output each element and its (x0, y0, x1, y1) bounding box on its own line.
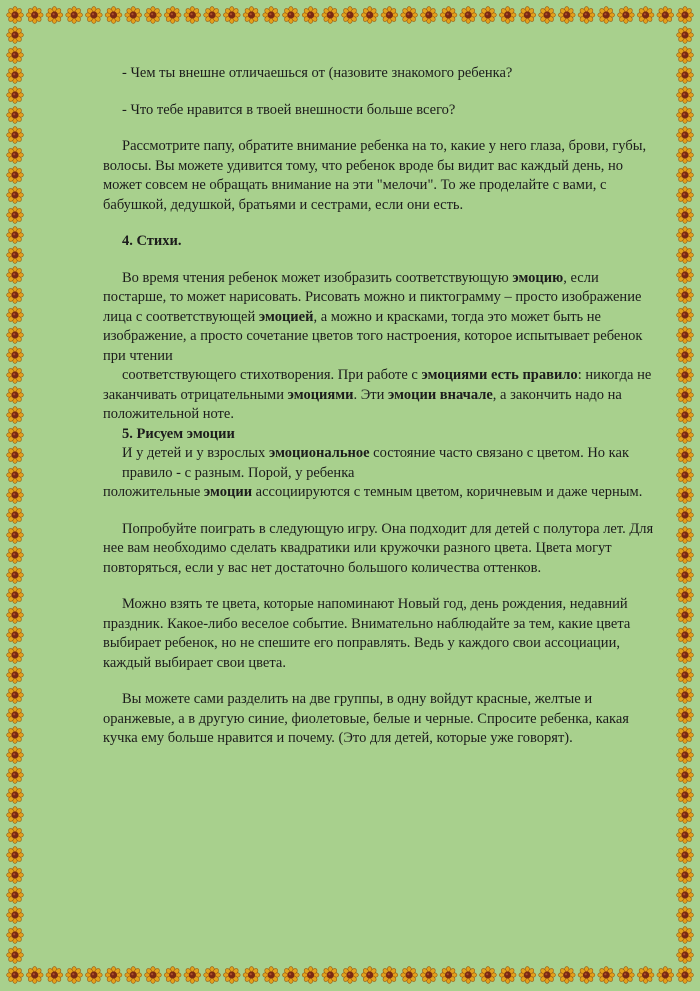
sunflower-icon (677, 807, 694, 824)
sunflower-icon (263, 967, 280, 984)
sunflower-icon (7, 787, 24, 804)
sunflower-icon (7, 307, 24, 324)
sunflower-icon (677, 787, 694, 804)
sunflower-icon (677, 107, 694, 124)
sunflower-icon (677, 267, 694, 284)
sunflower-icon (7, 127, 24, 144)
sunflower-icon (677, 387, 694, 404)
sunflower-icon (361, 967, 378, 984)
sunflower-icon (677, 287, 694, 304)
sunflower-icon (677, 887, 694, 904)
sunflower-icon (223, 7, 240, 24)
sunflower-icon (7, 707, 24, 724)
sunflower-icon (282, 967, 299, 984)
sunflower-icon (677, 487, 694, 504)
sunflower-icon (7, 767, 24, 784)
sunflower-icon (677, 627, 694, 644)
sunflower-icon (539, 967, 556, 984)
sunflower-icon (677, 907, 694, 924)
sunflower-icon (677, 47, 694, 64)
sunflower-icon (677, 667, 694, 684)
sunflower-icon (677, 687, 694, 704)
sunflower-icon (243, 7, 260, 24)
sunflower-icon (46, 7, 63, 24)
sunflower-icon (105, 7, 122, 24)
sunflower-icon (7, 487, 24, 504)
sunflower-icon (677, 407, 694, 424)
sunflower-icon (7, 167, 24, 184)
sunflower-icon (164, 967, 181, 984)
sunflower-icon (480, 7, 497, 24)
sunflower-icon (440, 967, 457, 984)
sunflower-icon (677, 7, 694, 24)
question-2: - Что тебе нравится в твоей внешности больше всего? (122, 101, 456, 118)
sunflower-icon (342, 967, 359, 984)
sunflower-icon (85, 967, 102, 984)
sunflower-icon (7, 107, 24, 124)
sunflower-icon (263, 7, 280, 24)
sunflower-icon (381, 967, 398, 984)
sunflower-icon (460, 7, 477, 24)
sunflower-icon (342, 7, 359, 24)
sunflower-icon (7, 187, 24, 204)
sunflower-icon (480, 967, 497, 984)
sunflower-icon (26, 7, 43, 24)
sunflower-icon (7, 927, 24, 944)
document-body (103, 64, 655, 749)
sunflower-icon (164, 7, 181, 24)
sunflower-icon (677, 947, 694, 964)
sunflower-icon (677, 547, 694, 564)
sunflower-icon (558, 7, 575, 24)
sunflower-icon (539, 7, 556, 24)
sunflower-icon (7, 287, 24, 304)
sunflower-icon (7, 547, 24, 564)
sunflower-icon (7, 467, 24, 484)
sunflower-icon (7, 347, 24, 364)
sunflower-icon (7, 267, 24, 284)
sunflower-icon (440, 7, 457, 24)
sunflower-icon (184, 967, 201, 984)
sunflower-icon (677, 527, 694, 544)
sunflower-icon (7, 27, 24, 44)
sunflower-icon (677, 967, 694, 984)
sunflower-icon (677, 867, 694, 884)
sunflower-icon (677, 227, 694, 244)
paragraph-3: соответствующего стихотворения. При работе с эмоциями есть правило: никогда не заканчивать отрицательными эмоциями. Эти эмоции вначале, а закончить надо на положительной ноте. (103, 367, 652, 422)
sunflower-icon (243, 967, 260, 984)
sunflower-icon (302, 967, 319, 984)
sunflower-icon (7, 607, 24, 624)
sunflower-icon (7, 427, 24, 444)
paragraph-5: правило - с разным. Порой, у ребенка (122, 464, 355, 481)
sunflower-icon (519, 967, 536, 984)
sunflower-icon (677, 347, 694, 364)
sunflower-icon (7, 247, 24, 264)
sunflower-icon (519, 7, 536, 24)
sunflower-icon (637, 967, 654, 984)
sunflower-icon (677, 27, 694, 44)
paragraph-1: Рассмотрите папу, обратите внимание ребенка на то, какие у него глаза, брови, губы, волосы. Вы можете удивится тому, что ребенок вроде бы видит вас каждый день, но может совсем не обращать внимание на эти "мелочи". То же проделайте с вами, с бабушкой, дедушкой, братьями и сестрами, если они есть. (103, 138, 647, 213)
sunflower-icon (322, 967, 339, 984)
sunflower-icon (499, 967, 516, 984)
sunflower-icon (420, 7, 437, 24)
sunflower-icon (677, 327, 694, 344)
sunflower-icon (204, 967, 221, 984)
sunflower-icon (677, 707, 694, 724)
sunflower-icon (617, 7, 634, 24)
sunflower-icon (66, 967, 83, 984)
sunflower-icon (7, 847, 24, 864)
sunflower-icon (677, 427, 694, 444)
paragraph-7: Попробуйте поиграть в следующую игру. Она подходит для детей с полутора лет. Для нее вам необходимо сделать квадратики или кружочки разного цвета. Цвета могут повторяться, если у вас нет достаточно большого количества оттенков. (103, 520, 654, 576)
sunflower-icon (26, 967, 43, 984)
sunflower-icon (637, 7, 654, 24)
sunflower-icon (105, 967, 122, 984)
sunflower-icon (677, 67, 694, 84)
sunflower-icon (7, 87, 24, 104)
sunflower-icon (677, 307, 694, 324)
sunflower-icon (657, 967, 674, 984)
sunflower-icon (677, 467, 694, 484)
sunflower-icon (657, 7, 674, 24)
sunflower-icon (677, 147, 694, 164)
sunflower-icon (7, 827, 24, 844)
question-1: - Чем ты внешне отличаешься от (назовите знакомого ребенка? (122, 65, 513, 81)
sunflower-icon (7, 727, 24, 744)
sunflower-icon (302, 7, 319, 24)
sunflower-icon (7, 447, 24, 464)
sunflower-icon (46, 967, 63, 984)
sunflower-icon (7, 207, 24, 224)
sunflower-icon (677, 187, 694, 204)
sunflower-icon (558, 967, 575, 984)
heading-5: 5. Рисуем эмоции (122, 425, 235, 442)
sunflower-icon (578, 967, 595, 984)
paragraph-8: Можно взять те цвета, которые напоминают Новый год, день рождения, недавний праздник. Какое-либо веселое событие. Внимательно наблюдайте за тем, какие цвета выбирает ребенок, но не спешите его поправлять. Ведь у каждого свои ассоциации, каждый выбирает свои цвета. (103, 596, 631, 671)
sunflower-icon (677, 587, 694, 604)
sunflower-icon (677, 727, 694, 744)
sunflower-icon (204, 7, 221, 24)
sunflower-icon (7, 627, 24, 644)
sunflower-icon (7, 147, 24, 164)
sunflower-icon (145, 7, 162, 24)
sunflower-icon (7, 367, 24, 384)
sunflower-icon (125, 967, 142, 984)
sunflower-icon (7, 407, 24, 424)
heading-4: 4. Стихи. (122, 233, 182, 249)
sunflower-icon (7, 887, 24, 904)
sunflower-icon (677, 507, 694, 524)
paragraph-2: Во время чтения ребенок может изобразить соответствующую эмоцию, если постарше, то может нарисовать. Рисовать можно и пиктограмму – просто изображение лица с соответствующей эмоцией, а можно и красками, тогда это может быть не изображение, а просто сочетание цветов того настроения, которое испытывает ребенок при чтении (103, 269, 643, 364)
sunflower-icon (677, 607, 694, 624)
sunflower-icon (677, 847, 694, 864)
sunflower-icon (361, 7, 378, 24)
sunflower-icon (598, 7, 615, 24)
sunflower-icon (677, 647, 694, 664)
sunflower-icon (578, 7, 595, 24)
sunflower-icon (499, 7, 516, 24)
sunflower-icon (677, 567, 694, 584)
sunflower-icon (7, 687, 24, 704)
sunflower-icon (677, 827, 694, 844)
sunflower-icon (677, 447, 694, 464)
sunflower-icon (677, 247, 694, 264)
sunflower-icon (7, 507, 24, 524)
sunflower-icon (677, 207, 694, 224)
sunflower-icon (401, 967, 418, 984)
sunflower-icon (381, 7, 398, 24)
sunflower-icon (460, 967, 477, 984)
paragraph-4: И у детей и у взрослых эмоциональное состояние часто связано с цветом. Но как (122, 445, 629, 461)
sunflower-icon (677, 367, 694, 384)
sunflower-icon (7, 867, 24, 884)
sunflower-icon (7, 7, 24, 24)
sunflower-icon (677, 87, 694, 104)
sunflower-icon (677, 167, 694, 184)
sunflower-icon (125, 7, 142, 24)
sunflower-icon (7, 807, 24, 824)
sunflower-icon (598, 967, 615, 984)
sunflower-icon (677, 767, 694, 784)
sunflower-icon (617, 967, 634, 984)
sunflower-icon (677, 747, 694, 764)
paragraph-6: положительные эмоции ассоциируются с темным цветом, коричневым и даже черным. (103, 484, 643, 500)
sunflower-icon (7, 587, 24, 604)
sunflower-icon (7, 47, 24, 64)
sunflower-icon (7, 647, 24, 664)
sunflower-icon (7, 747, 24, 764)
sunflower-icon (7, 327, 24, 344)
sunflower-icon (7, 567, 24, 584)
sunflower-icon (401, 7, 418, 24)
sunflower-icon (7, 967, 24, 984)
sunflower-icon (7, 67, 24, 84)
sunflower-icon (66, 7, 83, 24)
sunflower-icon (677, 927, 694, 944)
sunflower-icon (420, 967, 437, 984)
sunflower-icon (184, 7, 201, 24)
sunflower-icon (223, 967, 240, 984)
sunflower-icon (322, 7, 339, 24)
sunflower-icon (7, 227, 24, 244)
sunflower-icon (282, 7, 299, 24)
sunflower-icon (677, 127, 694, 144)
sunflower-icon (7, 947, 24, 964)
sunflower-icon (7, 527, 24, 544)
sunflower-icon (85, 7, 102, 24)
sunflower-icon (7, 667, 24, 684)
sunflower-icon (7, 907, 24, 924)
sunflower-icon (145, 967, 162, 984)
sunflower-icon (7, 387, 24, 404)
paragraph-9: Вы можете сами разделить на две группы, в одну войдут красные, желтые и оранжевые, а в другую синие, фиолетовые, белые и черные. Спросите ребенка, какая кучка ему больше нравится и почему. (Это для детей, которые уже говорят). (103, 691, 629, 746)
